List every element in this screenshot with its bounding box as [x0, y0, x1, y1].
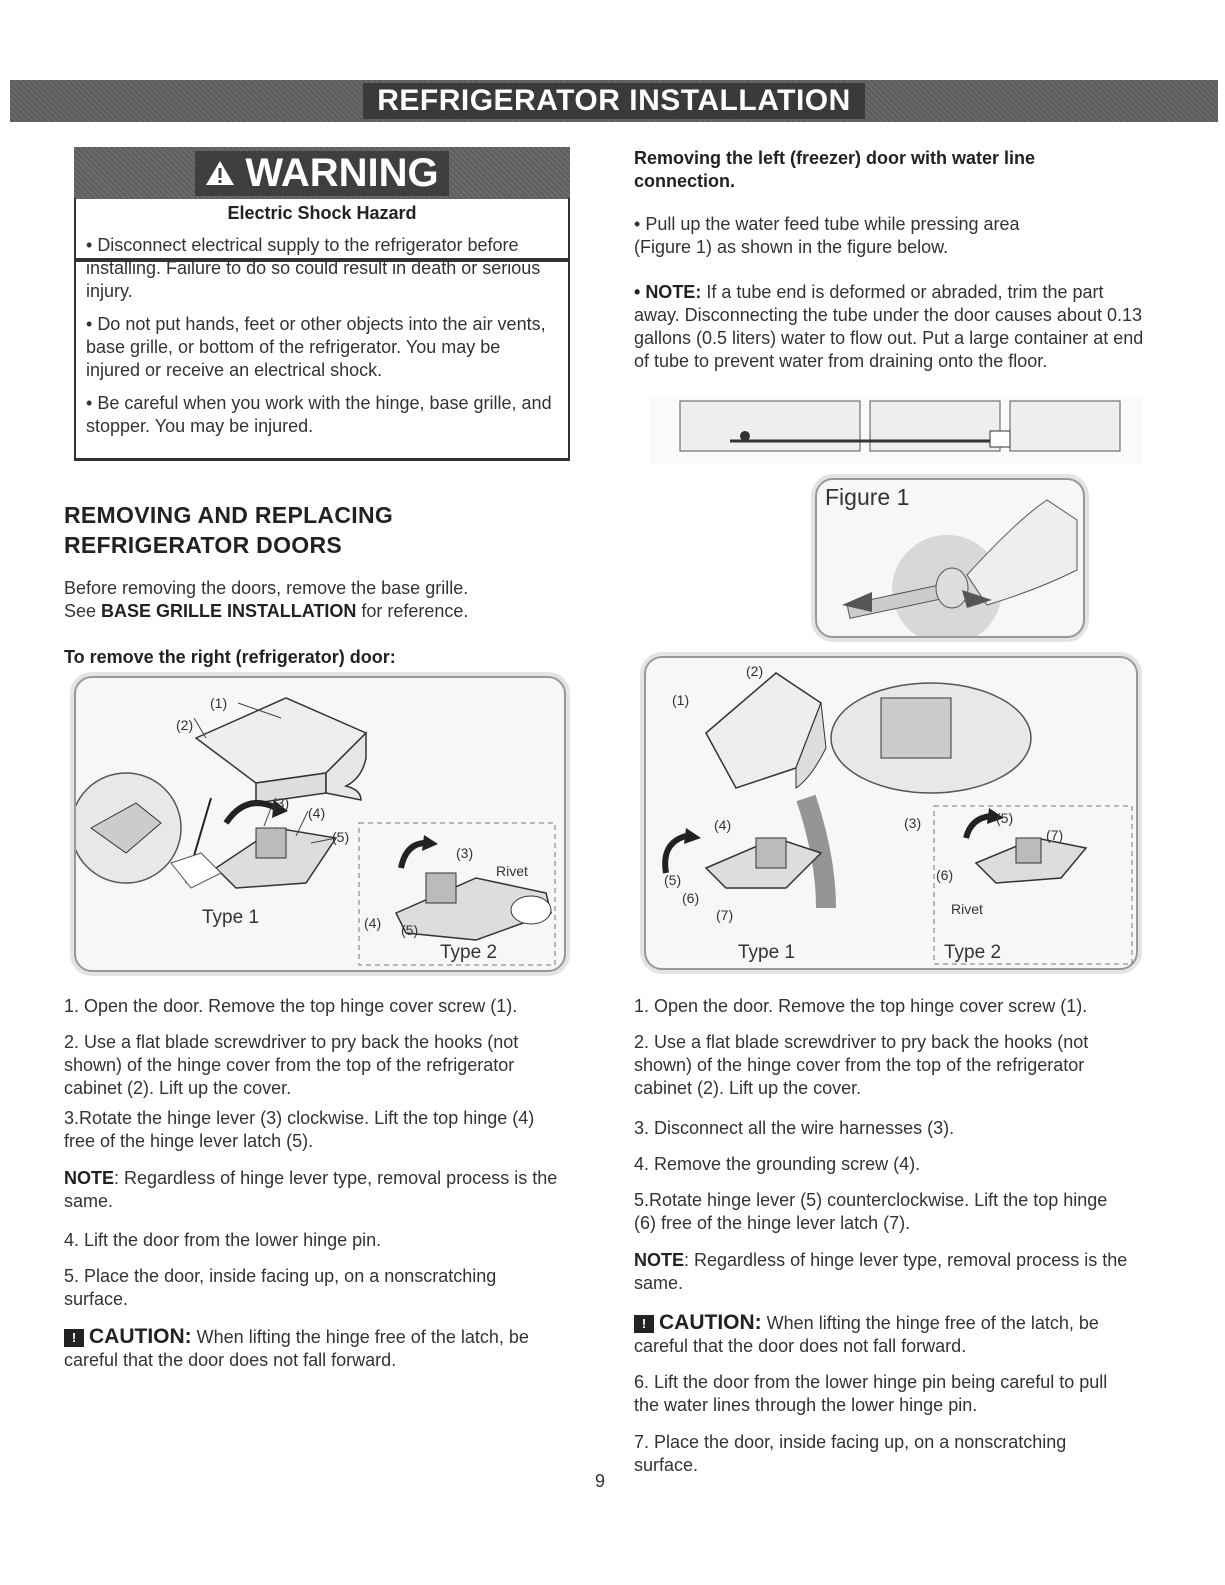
left-step: 2. Use a flat blade screwdriver to pry back the hooks (not shown) of the hinge cover from the top of the refrigerator cabinet (2). Lift up the cover. — [64, 1032, 519, 1098]
page-number: 9 — [594, 1471, 605, 1491]
left-step: 5. Place the door, inside facing up, on a nonscratching surface. — [64, 1266, 497, 1309]
right-caution: ! CAUTION: When lifting the hinge free of the latch, be careful that the door does not fall forward. — [634, 1311, 1099, 1356]
warning-bullet: • Do not put hands, feet or other objects into the air vents, base grille, or bottom of the refrigerator. You may be injured or receive an electrical shock. — [86, 314, 546, 380]
fig-label: (2) — [176, 717, 194, 733]
fig-label: (4) — [308, 805, 326, 821]
warning-bullet: • Disconnect electrical supply to the refrigerator before installing. Failure to do so could result in death or serious injury. — [86, 235, 541, 301]
right-step: 3. Disconnect all the wire harnesses (3). — [634, 1118, 955, 1138]
left-step: 3.Rotate the hinge lever (3) clockwise. Lift the top hinge (4) free of the hinge lever latch (5). — [64, 1108, 535, 1151]
section-title: REFRIGERATOR INSTALLATION — [363, 83, 865, 119]
caution-icon: ! — [634, 1315, 654, 1333]
type1-label: Type 1 — [738, 942, 796, 963]
right-step: 4. Remove the grounding screw (4). — [634, 1154, 921, 1174]
figure-1 — [815, 478, 1085, 638]
fig-label: (5) — [332, 829, 350, 845]
fig-label: (7) — [716, 907, 734, 923]
type2-label: Type 2 — [944, 942, 1002, 963]
warning-subtitle: Electric Shock Hazard — [227, 203, 417, 223]
warning-box-outline — [74, 199, 570, 461]
fig-label: (4) — [364, 915, 382, 931]
right-step: 2. Use a flat blade screwdriver to pry back the hooks (not shown) of the hinge cover from the top of the refrigerator cabinet (2). Lift up the cover. — [634, 1032, 1089, 1098]
fridge-bottom-illustration — [650, 396, 1142, 464]
fig-label: (3) — [272, 795, 290, 811]
fig-label: (1) — [210, 695, 228, 711]
section-banner — [10, 80, 1218, 122]
right-step: 7. Place the door, inside facing up, on a nonscratching surface. — [634, 1432, 1067, 1475]
fig-label: (3) — [456, 845, 474, 861]
right-step: 6. Lift the door from the lower hinge pin being careful to pull the water lines through the lower hinge pin. — [634, 1372, 1108, 1415]
left-note: NOTE: Regardless of hinge lever type, removal process is the same. — [64, 1168, 558, 1211]
hinge-illustration — [76, 678, 564, 970]
fig-label: (6) — [682, 890, 700, 906]
warning-bullet: • Be careful when you work with the hinge, base grille, and stopper. You may be injured. — [86, 393, 552, 436]
fig-label: (7) — [1046, 827, 1064, 843]
right-step: 5.Rotate hinge lever (5) counterclockwise. Lift the top hinge (6) free of the hinge lever latch (7). — [634, 1190, 1108, 1233]
type1-label: Type 1 — [202, 907, 260, 928]
fig-label: Rivet — [951, 901, 983, 917]
fig-label: (3) — [904, 815, 922, 831]
fig-label: (1) — [672, 692, 690, 708]
warning-triangle-icon — [205, 159, 235, 187]
right-step: 1. Open the door. Remove the top hinge cover screw (1). — [634, 996, 1088, 1016]
right-note: • NOTE: If a tube end is deformed or abraded, trim the part away. Disconnecting the tube under the door causes about 0.13 gallons (0.5 liters) water to flow out. Put a large container at end of tube to prevent water from draining onto the floor. — [634, 282, 1144, 371]
hinge-figure-left-door — [644, 656, 1138, 970]
hinge-figure-right-door — [74, 676, 566, 972]
left-step: 4. Lift the door from the lower hinge pin. — [64, 1230, 382, 1250]
intro-text: Before removing the doors, remove the base grille. See BASE GRILLE INSTALLATION for reference. — [64, 578, 469, 621]
figure-1-label: Figure 1 — [825, 484, 910, 510]
fig-label: (6) — [936, 867, 954, 883]
fig-label: Rivet — [496, 863, 528, 879]
section-heading: REMOVING AND REPLACING REFRIGERATOR DOORS — [64, 502, 394, 558]
warning-header — [74, 147, 570, 199]
fig-label: (5) — [664, 872, 682, 888]
subheading-right-door: To remove the right (refrigerator) door: — [64, 647, 396, 667]
fig-label: (2) — [746, 663, 764, 679]
type2-label: Type 2 — [440, 942, 498, 963]
fig-label: (5) — [401, 922, 419, 938]
right-bullet: • Pull up the water feed tube while pressing area (Figure 1) as shown in the figure below. — [634, 214, 1020, 257]
right-heading: Removing the left (freezer) door with water line connection. — [634, 148, 1036, 191]
warning-title: WARNING — [245, 150, 439, 195]
fig-label: (5) — [996, 810, 1014, 826]
right-note: NOTE: Regardless of hinge lever type, removal process is the same. — [634, 1250, 1128, 1293]
caution-icon: ! — [64, 1329, 84, 1347]
left-caution: ! CAUTION: When lifting the hinge free of the latch, be careful that the door does not fall forward. — [64, 1325, 529, 1370]
left-step: 1. Open the door. Remove the top hinge cover screw (1). — [64, 996, 518, 1016]
fig-label: (4) — [714, 817, 732, 833]
